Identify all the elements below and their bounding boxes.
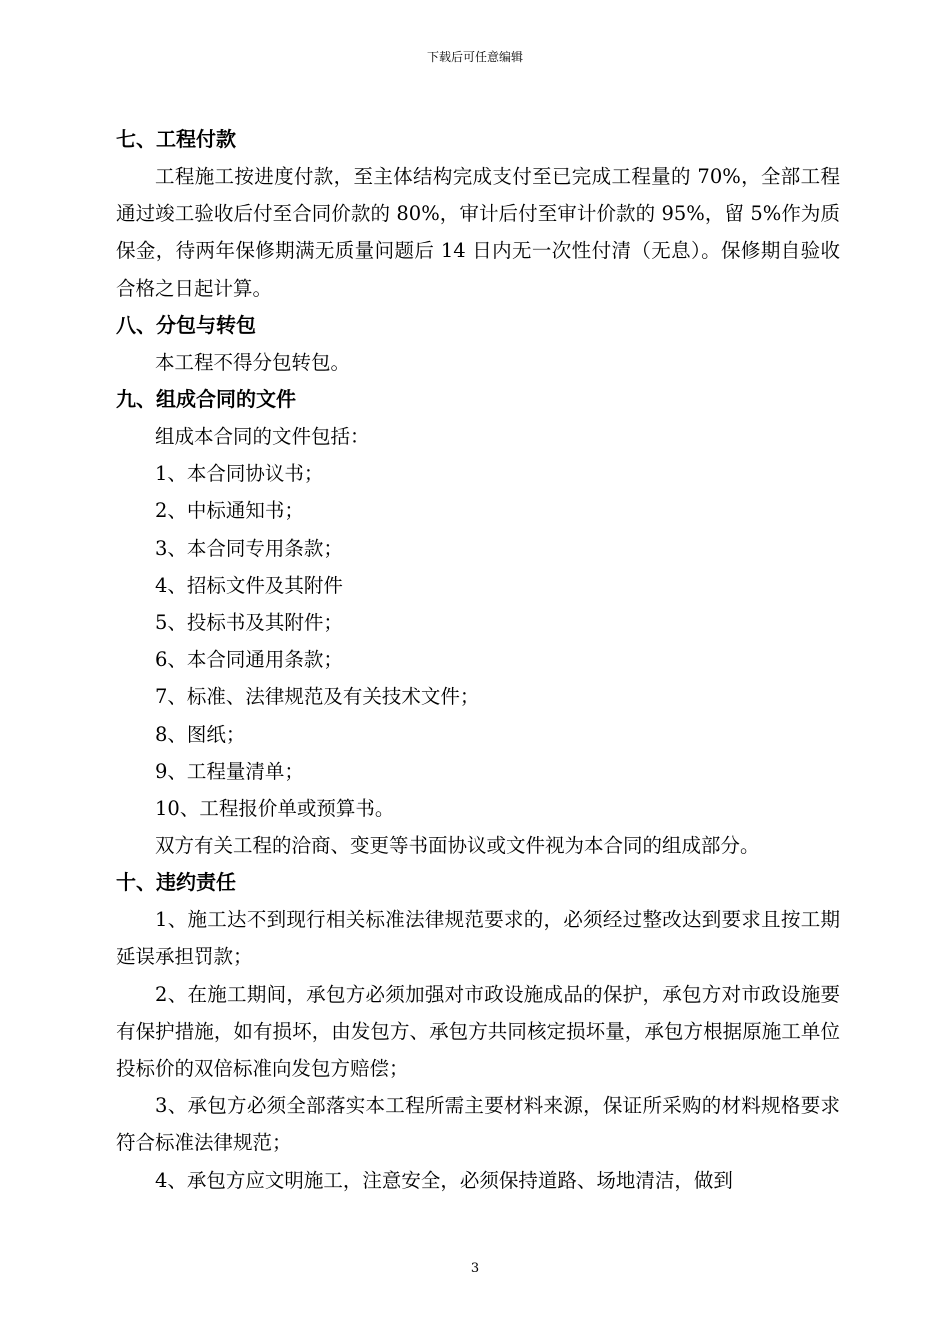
liability-paragraph: 4、承包方应文明施工，注意安全，必须保持道路、场地清洁，做到 [155,1168,733,1192]
list-item: 5、投标书及其附件； [155,610,343,634]
section-heading-liability: 十、违约责任 [116,870,236,895]
section-heading-subcontract: 八、分包与转包 [116,312,256,337]
page-header: 下载后可任意编辑 [426,50,523,64]
section-heading-payment: 七、工程付款 [116,127,236,151]
list-item: 3、本合同专用条款； [155,536,343,560]
page-number: 3 [470,1261,480,1276]
list-item: 10、工程报价单或预算书。 [155,796,395,820]
list-item: 8、图纸； [155,722,246,746]
list-item: 7、标准、法律规范及有关技术文件； [155,685,480,709]
contract-docs-closing: 双方有关工程的洽商、变更等书面协议或文件视为本合同的组成部分。 [155,834,760,858]
liability-paragraph: 3、承包方必须全部落实本工程所需主要材料来源，保证所采购的材料规格要求符合标准法律规范； [116,1094,840,1155]
section-heading-contract-docs: 九、组成合同的文件 [116,387,296,411]
list-item: 2、中标通知书； [155,499,304,523]
list-item: 6、本合同通用条款； [155,648,343,672]
liability-paragraph: 1、施工达不到现行相关标准法律规范要求的，必须经过整改达到要求且按工期延误承担罚款； [116,908,840,969]
payment-paragraph: 工程施工按进度付款，至主体结构完成支付至已完成工程量的 70%，全部工程通过竣工验收后付至合同价款的 80%，审计后付至审计价款的 95%，留 5%作为质保金，待两年保修期满无质量问题后 14 日内无一次性付清（无息）。保修期自验收合格之日起计算。 [116,165,840,300]
list-item: 9、工程量清单； [155,759,304,783]
list-item: 1、本合同协议书； [155,462,324,486]
liability-paragraph: 2、在施工期间，承包方必须加强对市政设施成品的保护，承包方对市政设施要有保护措施，如有损坏，由发包方、承包方共同核定损坏量，承包方根据原施工单位投标价的双倍标准向发包方赔偿； [116,982,840,1081]
list-item: 4、招标文件及其附件 [155,573,343,597]
contract-docs-intro: 组成本合同的文件包括： [155,425,370,448]
document-body [116,121,840,1199]
subcontract-paragraph: 本工程不得分包转包。 [155,350,351,374]
